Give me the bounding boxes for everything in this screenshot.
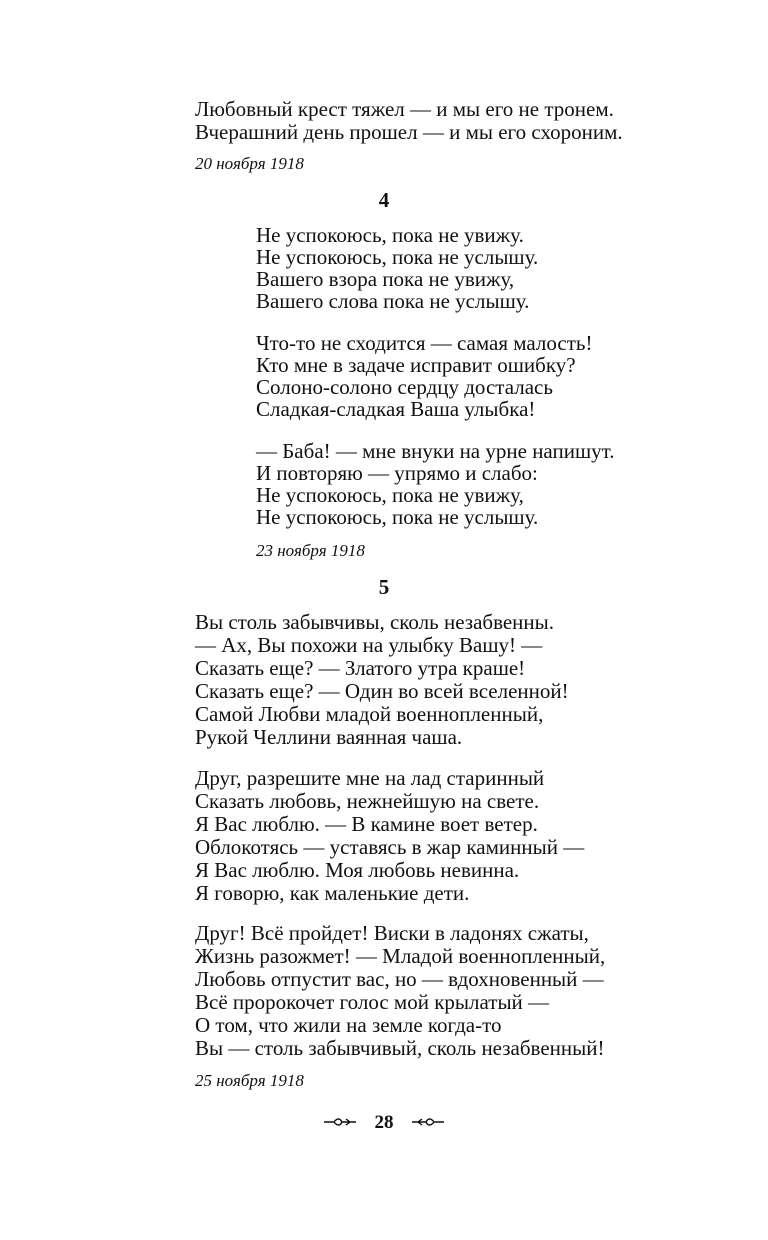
poem-line: Не успокоюсь, пока не увижу. xyxy=(256,223,524,247)
poem-line: Я Вас люблю. — В камине воет ветер. xyxy=(195,812,538,836)
poem-line: Не успокоюсь, пока не услышу. xyxy=(256,245,539,269)
poem-line: Кто мне в задаче исправит ошибку? xyxy=(256,353,576,377)
poem-date: 25 ноября 1918 xyxy=(195,1071,304,1090)
ornament-left-icon xyxy=(322,1113,358,1134)
poem-line: Друг! Всё пройдет! Виски в ладонях сжаты, xyxy=(195,921,589,945)
poem-line: Я говорю, как маленькие дети. xyxy=(195,881,470,905)
poem-line: — Ах, Вы похожи на улыбку Вашу! — xyxy=(195,633,543,657)
poem-line: Сказать любовь, нежнейшую на свете. xyxy=(195,789,540,813)
poem-line: Солоно-солоно сердцу досталась xyxy=(256,375,553,399)
poem-line: Что-то не сходится — самая малость! xyxy=(256,331,593,355)
poem-line: Сказать еще? — Один во всей вселенной! xyxy=(195,679,569,703)
poem-line: Любовь отпустит вас, но — вдохновенный — xyxy=(195,967,604,991)
poem-line: Рукой Челлини ваянная чаша. xyxy=(195,725,463,749)
poem-line: Сладкая-сладкая Ваша улыбка! xyxy=(256,397,536,421)
poem-line: Не успокоюсь, пока не услышу. xyxy=(256,505,539,529)
poem-line: О том, что жили на земле когда-то xyxy=(195,1013,502,1037)
page-number: 28 xyxy=(374,1112,394,1133)
poem-line: Самой Любви младой военнопленный, xyxy=(195,702,544,726)
poem-line: Не успокоюсь, пока не увижу, xyxy=(256,483,524,507)
poem-line: Облокотясь — уставясь в жар каминный — xyxy=(195,835,585,859)
poem-line: Вчерашний день прошел — и мы его схороним. xyxy=(195,120,623,144)
poem-date: 23 ноября 1918 xyxy=(256,541,365,560)
poem-line: Всё пророкочет голос мой крылатый — xyxy=(195,990,550,1014)
poem-line: Вы столь забывчивы, сколь незабвенны. xyxy=(195,610,555,634)
poem-line: Друг, разрешите мне на лад старинный xyxy=(195,766,545,790)
poem-line: Жизнь разожмет! — Младой военнопленный, xyxy=(195,944,606,968)
poem-number: 5 xyxy=(378,575,390,599)
poem-line: Вы — столь забывчивый, сколь незабвенный! xyxy=(195,1036,605,1060)
poem-line: Сказать еще? — Златого утра краше! xyxy=(195,656,526,680)
page-footer xyxy=(0,1112,768,1134)
poem-line: — Баба! — мне внуки на урне напишут. xyxy=(256,439,615,463)
poem-line: Вашего взора пока не увижу, xyxy=(256,267,515,291)
poem-number: 4 xyxy=(378,188,390,212)
poem-line: Любовный крест тяжел — и мы его не тронем. xyxy=(195,97,614,121)
ornament-right-icon xyxy=(410,1113,446,1134)
poem-line: И повторяю — упрямо и слабо: xyxy=(256,461,538,485)
poem-line: Я Вас люблю. Моя любовь невинна. xyxy=(195,858,520,882)
poem-date: 20 ноября 1918 xyxy=(195,154,304,173)
poem-line: Вашего слова пока не услышу. xyxy=(256,289,530,313)
